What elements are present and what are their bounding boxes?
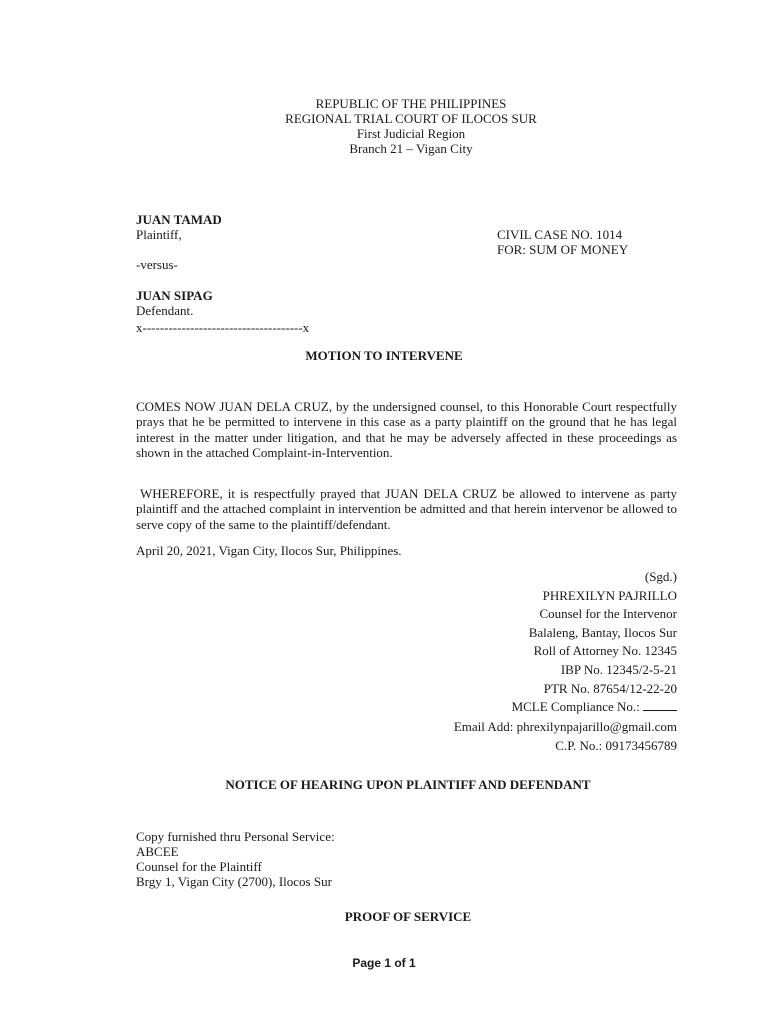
mcle-label: MCLE Compliance No.: xyxy=(511,699,640,714)
document-title: MOTION TO INTERVENE xyxy=(305,348,463,363)
copy-furnished-role: Counsel for the Plaintiff xyxy=(136,859,262,874)
ptr-number: PTR No. 87654/12-22-20 xyxy=(543,681,677,696)
caption-separator: x-------------------------------------x xyxy=(136,320,310,335)
date-place: April 20, 2021, Vigan City, Ilocos Sur, Philippines. xyxy=(136,543,402,558)
copy-furnished-address: Brgy 1, Vigan City (2700), Ilocos Sur xyxy=(136,874,332,889)
copy-furnished-name: ABCEE xyxy=(136,844,179,859)
header-branch: Branch 21 – Vigan City xyxy=(349,141,473,156)
defendant-name: JUAN SIPAG xyxy=(136,288,213,303)
counsel-phone: C.P. No.: 09173456789 xyxy=(555,738,677,753)
roll-of-attorney: Roll of Attorney No. 12345 xyxy=(533,643,677,658)
defendant-role: Defendant. xyxy=(136,303,194,318)
case-nature: FOR: SUM OF MONEY xyxy=(497,242,629,257)
counsel-email: Email Add: phrexilynpajarillo@gmail.com xyxy=(453,719,677,734)
counsel-address: Balaleng, Bantay, Ilocos Sur xyxy=(528,625,677,640)
proof-heading: PROOF OF SERVICE xyxy=(344,909,472,924)
counsel-title: Counsel for the Intervenor xyxy=(539,606,677,621)
signed-mark: (Sgd.) xyxy=(644,569,677,584)
mcle-compliance xyxy=(512,699,677,714)
body-paragraph-1: COMES NOW JUAN DELA CRUZ, by the undersigned counsel, to this Honorable Court respectfully prays that he be permitted to intervene in this case as a party plaintiff on the ground that he has legal interest in the matter under litigation, and that he may be adversely affected in these proceedings as shown in the attached Complaint-in-Intervention. xyxy=(136,399,677,461)
body-paragraph-2: WHEREFORE, it is respectfully prayed that JUAN DELA CRUZ be allowed to intervene as party plaintiff and the attached complaint in intervention be admitted and that herein intervenor be allowed to serve copy of the same to the plaintiff/defendant. xyxy=(136,486,677,532)
ibp-number: IBP No. 12345/2-5-21 xyxy=(560,662,677,677)
header-republic: REPUBLIC OF THE PHILIPPINES xyxy=(315,96,507,111)
versus-label: -versus- xyxy=(136,257,178,272)
plaintiff-role: Plaintiff, xyxy=(136,227,182,242)
page-number: Page 1 of 1 xyxy=(352,956,416,970)
header-region: First Judicial Region xyxy=(356,126,466,141)
header-court: REGIONAL TRIAL COURT OF ILOCOS SUR xyxy=(285,111,537,126)
page-footer xyxy=(0,956,768,970)
mcle-blank-line xyxy=(643,699,677,711)
notice-heading: NOTICE OF HEARING UPON PLAINTIFF AND DEFENDANT xyxy=(225,777,591,792)
case-number: CIVIL CASE NO. 1014 xyxy=(497,227,623,242)
plaintiff-name: JUAN TAMAD xyxy=(136,212,222,227)
counsel-name: PHREXILYN PAJRILLO xyxy=(542,588,677,603)
copy-furnished-label: Copy furnished thru Personal Service: xyxy=(136,829,335,844)
